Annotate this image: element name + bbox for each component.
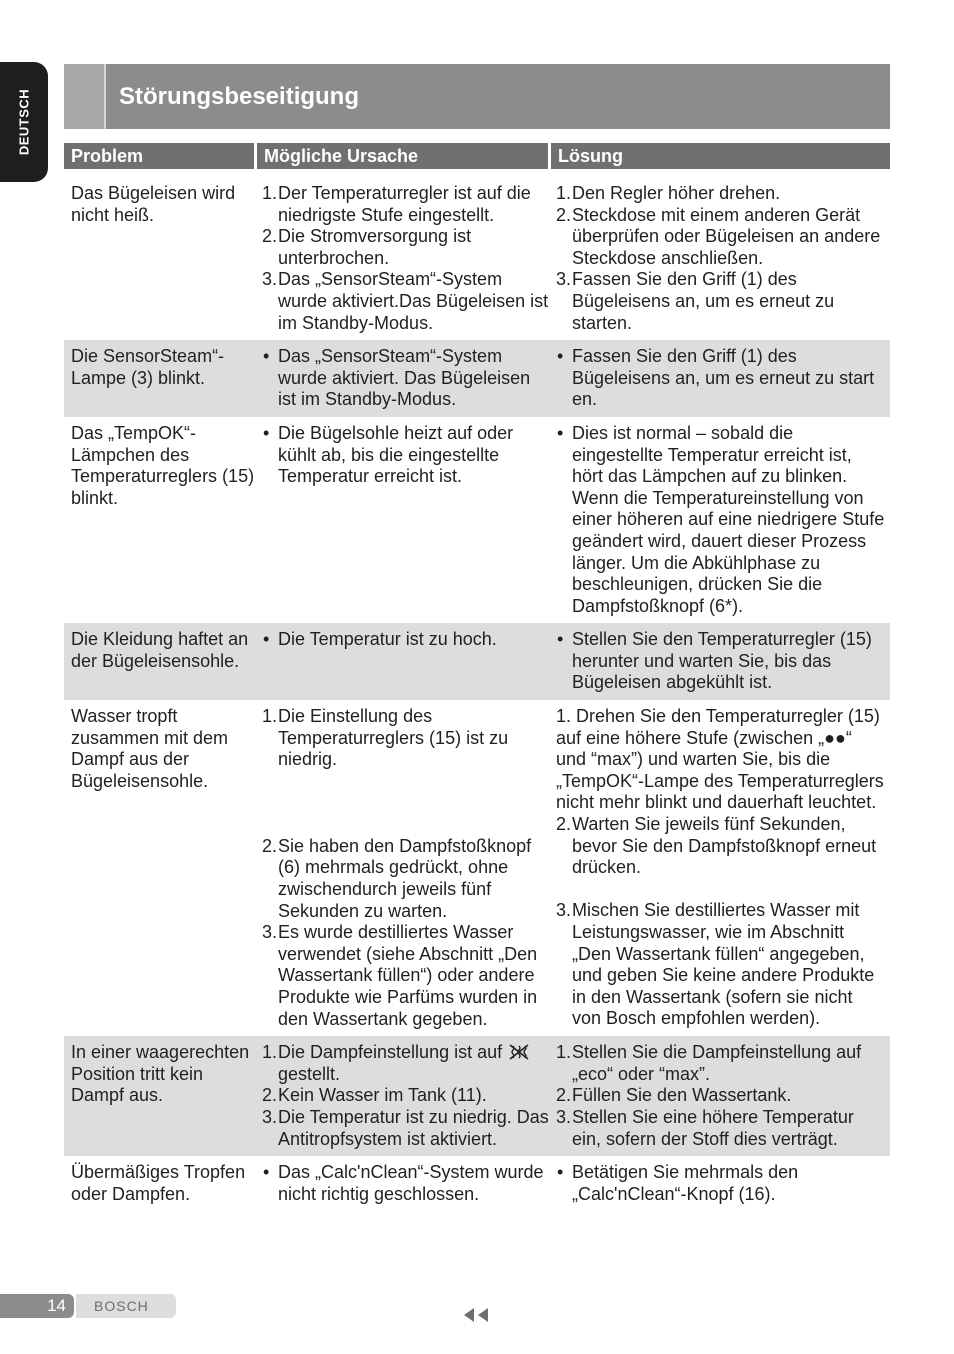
problem-cell: Übermäßiges Tropfen oder Dampfen. [71,1162,246,1204]
table-row [64,623,890,700]
list-item: 3. Die Temperatur ist zu niedrig. Das Antitropfsystem ist aktiviert. [262,1106,549,1149]
language-side-tab [0,62,48,182]
problem-cell: Die Kleidung haftet an der Bügeleisensohle. [71,629,249,671]
solution-cell [551,700,890,1036]
list-item: • Dies ist normal – sobald die eingestellte Temperatur erreicht ist, hört das Lämpchen auf zu blinken. Wenn die Temperatureinstellung von einer höheren auf eine niedrigere Stufe geändert wird, dauert dieser Prozess länger. Um die Abkühlphase zu beschleunigen, drücken Sie die Dampfstoßknopf (6*). [557,422,885,616]
table-row [64,700,890,1036]
list-item: 1. Drehen Sie den Temperaturregler (15) auf eine höhere Stufe (zwischen „●●“ und “max”) und warten Sie, bis die „TempOK“-Lampe des Temperaturreglers nicht mehr blinkt und dauerhaft leuchtet. [556,706,884,813]
list-item: 1. Der Temperaturregler ist auf die niedrigste Stufe eingestellt. [262,183,531,225]
list-item: 2. Füllen Sie den Wassertank. [556,1085,792,1106]
problem-cell: Das „TempOK“-Lämpchen des Temperaturreglers (15) blinkt. [71,422,255,508]
spacer [262,771,551,836]
page-title: Störungsbeseitigung [119,83,359,110]
header-solution: Lösung [551,143,890,169]
spacer [556,879,886,901]
solution-cell [551,340,890,417]
list-item: 1. Die Einstellung des Temperaturreglers (15) ist zu niedrig. [262,706,509,770]
list-item: • Fassen Sie den Griff (1) des Bügeleisens an, um es erneut zu start en. [557,346,875,410]
list-item: 2. Steckdose mit einem anderen Gerät überprüfen oder Bügeleisen an andere Steckdose anschließen. [556,204,881,268]
list-item: 3. Es wurde destilliertes Wasser verwendet (siehe Abschnitt „Den Wassertank füllen“) oder andere Produkte wie Parfüms wurden in den Wassertank gegeben. [262,922,538,1029]
table-header [64,143,890,169]
list-item: 3. Das „SensorSteam“-System wurde aktiviert.Das Bügeleisen ist im Standby-Modus. [262,269,549,333]
list-item: 1. Die Dampfeinstellung ist auf gestellt. [262,1042,551,1085]
table-row [64,1156,890,1211]
section-title-bar [64,64,890,129]
table-row [64,417,890,623]
brand-label: BOSCH [76,1294,176,1318]
list-item: • Das „Calc'nClean“-System wurde nicht richtig geschlossen. [263,1162,544,1204]
table-row [64,1036,890,1156]
table-row [64,177,890,340]
list-item: 3. Mischen Sie destilliertes Wasser mit Leistungswasser, wie im Abschnitt „Den Wassertank füllen“ angegeben, und geben Sie keine andere Produkte in den Wassertank (sofern sie nicht von Bosch empfohlen werden). [556,900,875,1029]
list-item: 3. Fassen Sie den Griff (1) des Bügeleisens an, um es erneut zu starten. [556,269,835,333]
list-item: • Stellen Sie den Temperaturregler (15) herunter und warten Sie, bis das Bügeleisen abgekühlt ist. [557,629,872,693]
cause-cell [257,700,551,1036]
table-row [64,340,890,417]
title-notch [64,64,106,129]
problem-cell: In einer waagerechten Position tritt kein Dampf aus. [71,1042,250,1106]
list-item: 2. Die Stromversorgung ist unterbrochen. [262,226,472,268]
cause-cell [257,1036,551,1156]
list-item: • Die Temperatur ist zu hoch. [263,629,497,650]
problem-cell: Wasser tropft zusammen mit dem Dampf aus der Bügeleisensohle. [71,706,229,791]
solution-cell [551,177,890,340]
cause-cell [257,1156,551,1211]
language-label: DEUTSCH [16,88,32,156]
list-item: 2. Sie haben den Dampfstoßknopf (6) mehrmals gedrückt, ohne zwischendurch jeweils fünf Sekunden zu warten. [262,835,532,921]
solution-cell [551,1036,890,1156]
cause-cell [257,623,551,700]
no-steam-icon [509,1043,529,1061]
page-number: 14 [0,1294,74,1318]
solution-cell [551,1156,890,1211]
troubleshooting-table [64,143,890,1211]
list-item: 1. Den Regler höher drehen. [556,183,781,203]
list-item: • Betätigen Sie mehrmals den „Calc'nClean“-Knopf (16). [557,1162,799,1204]
list-item: 2. Warten Sie jeweils fünf Sekunden, bevor Sie den Dampfstoßknopf erneut drücken. [556,814,877,878]
header-cause: Mögliche Ursache [257,143,548,169]
solution-cell [551,417,890,623]
list-item: 3. Stellen Sie eine höhere Temperatur ein, sofern der Stoff dies verträgt. [556,1106,854,1149]
list-item: • Das „SensorSteam“-System wurde aktiviert. Das Bügeleisen ist im Standby-Modus. [263,346,531,410]
solution-cell [551,623,890,700]
problem-cell: Die SensorSteam“-Lampe (3) blinkt. [71,346,225,388]
double-left-arrow-icon[interactable] [462,1307,490,1323]
list-item: 1. Stellen Sie die Dampfeinstellung auf „eco“ oder “max”. [556,1042,862,1084]
list-item: 2. Kein Wasser im Tank (11). [262,1085,487,1106]
cause-cell [257,177,551,340]
problem-cell: Das Bügeleisen wird nicht heiß. [71,183,236,225]
header-problem: Problem [64,143,254,169]
cause-cell [257,417,551,623]
cause-cell [257,340,551,417]
list-item: • Die Bügelsohle heizt auf oder kühlt ab, bis die eingestellte Temperatur erreicht ist. [263,422,514,487]
